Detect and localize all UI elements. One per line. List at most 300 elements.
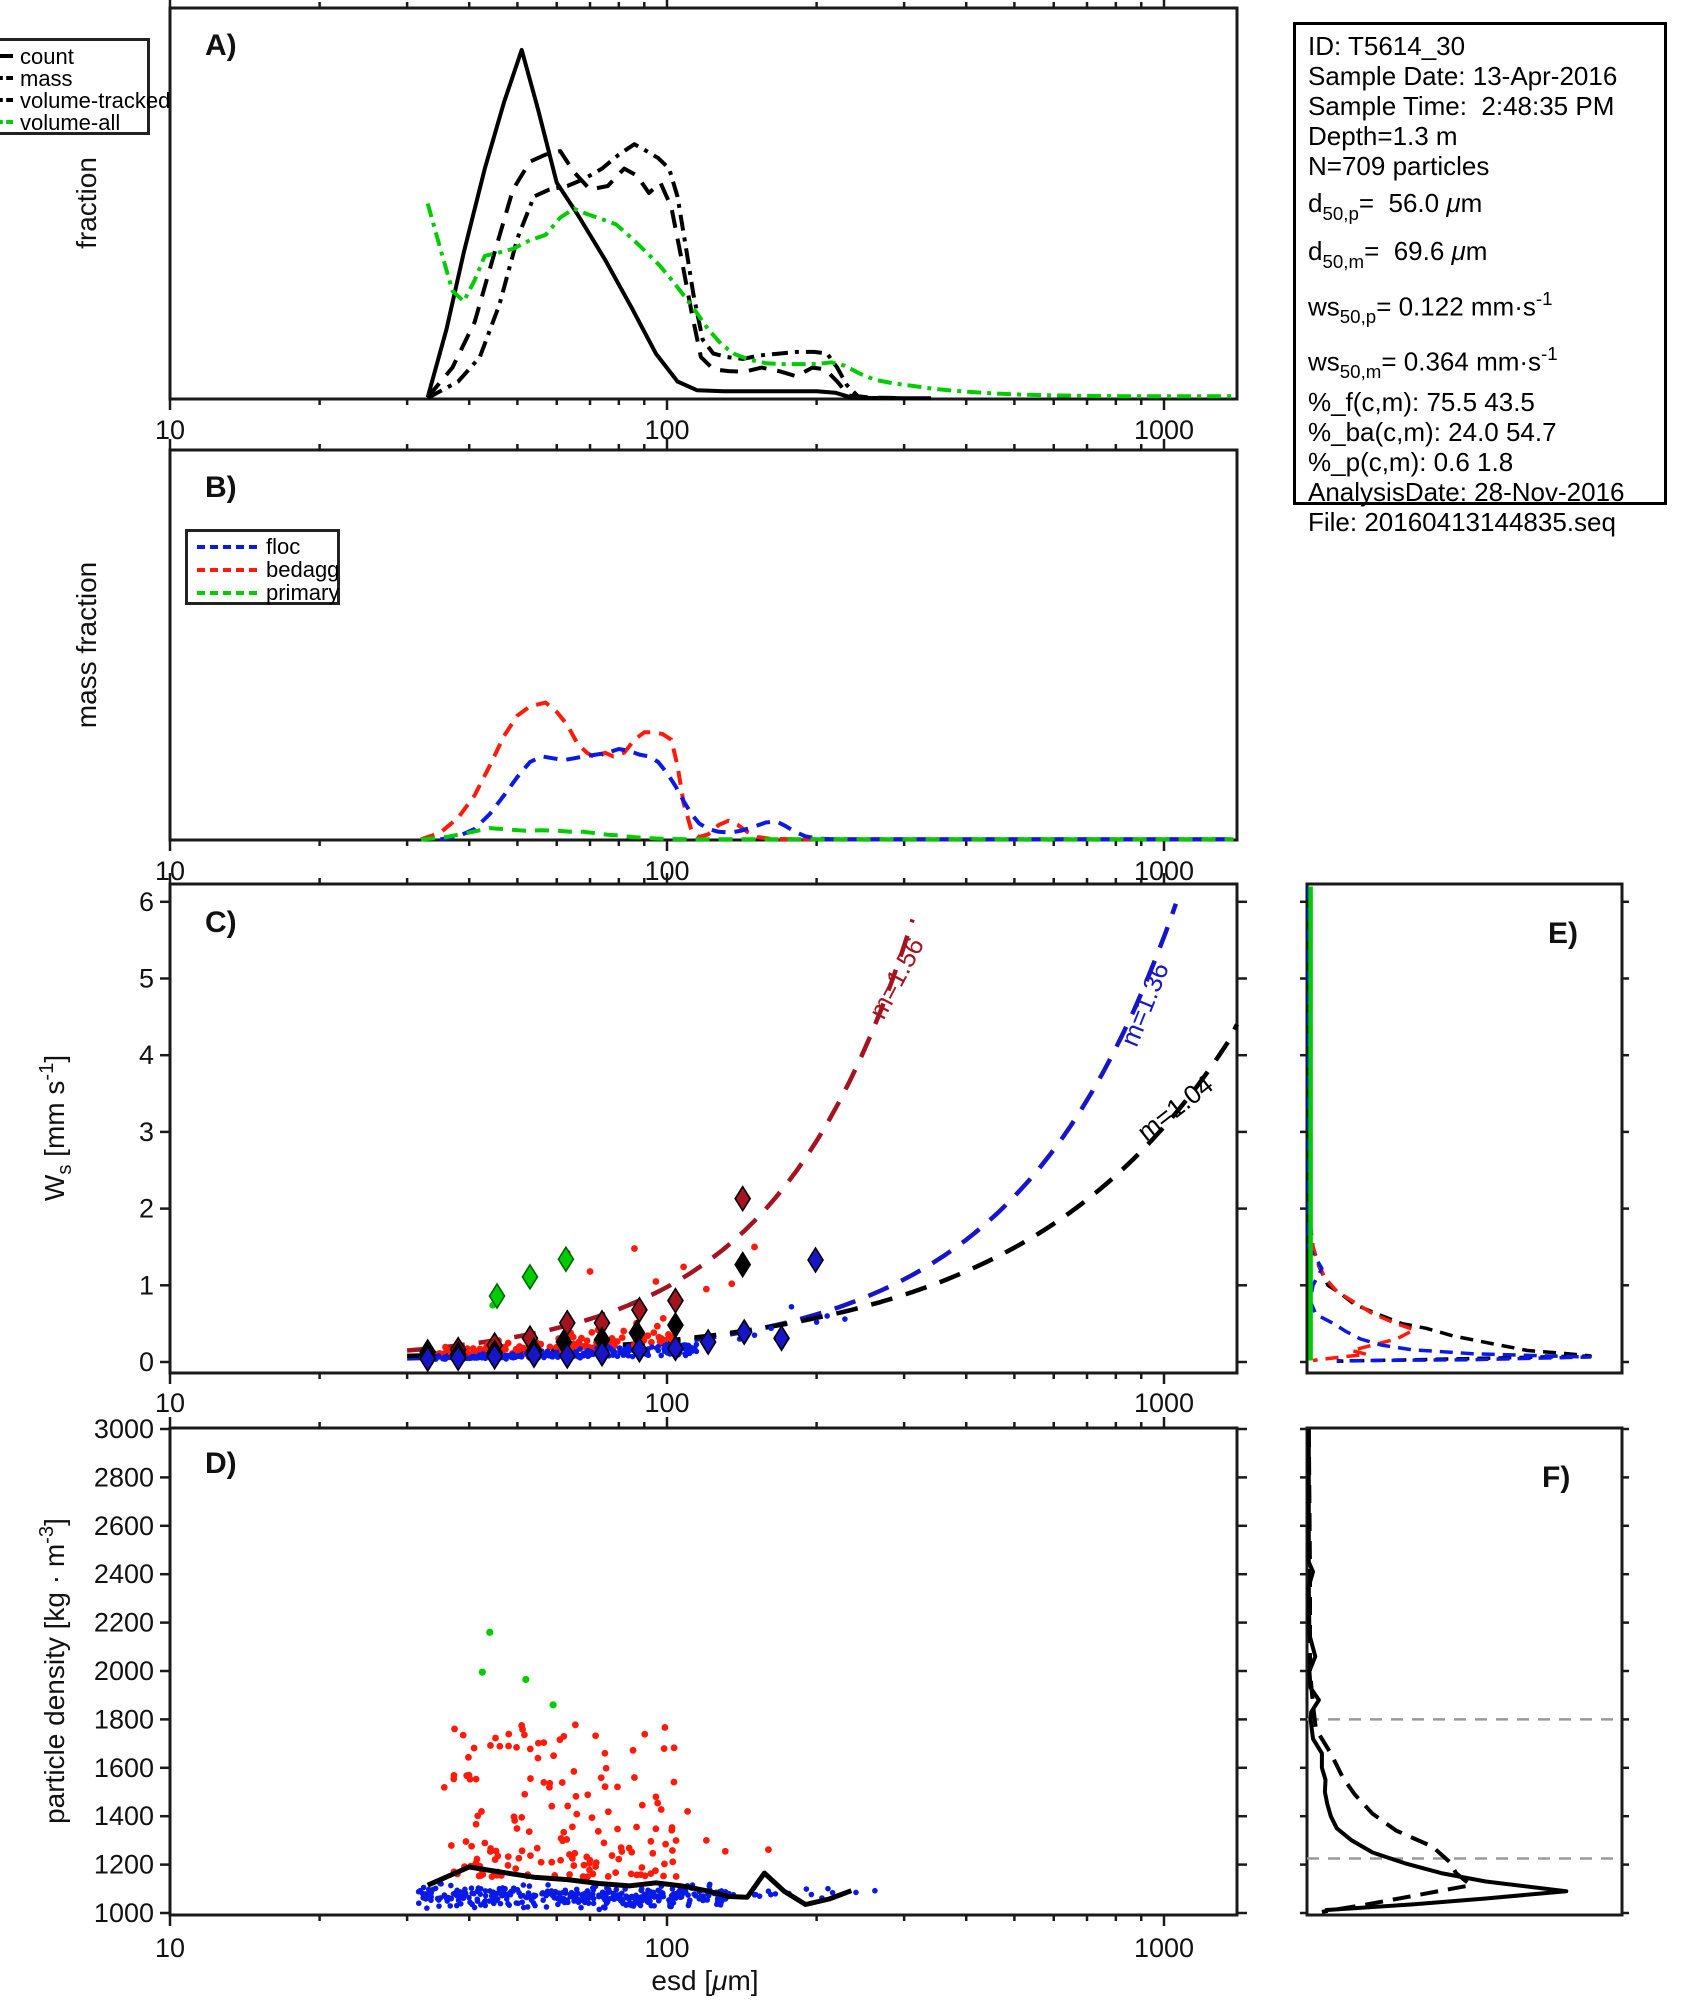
panel-d-scatter-dot xyxy=(466,1895,472,1901)
panel-d-scatter-dot xyxy=(526,1828,533,1835)
panel-c-scatter-dot xyxy=(653,1278,660,1285)
panel-d-scatter-dot xyxy=(598,1774,605,1781)
panel-d-scatter-dot xyxy=(628,1870,635,1877)
x-tick-label: 100 xyxy=(644,1388,690,1418)
panel-d-scatter-dot xyxy=(506,1902,512,1908)
panel-b-letter: B) xyxy=(205,471,237,504)
panel-c-scatter-dot xyxy=(587,1268,594,1275)
panel-d-scatter-dot xyxy=(853,1890,859,1896)
panel-d-scatter-dot xyxy=(486,1629,493,1636)
info-line: File: 20160413144835.seq xyxy=(1308,507,1616,537)
panel-e-curve-bedagg-dist xyxy=(1309,887,1414,1361)
info-line: Sample Time: 2:48:35 PM xyxy=(1308,91,1615,121)
panel-d-scatter-dot xyxy=(645,1887,651,1893)
panel-d-scatter-dot xyxy=(554,1896,560,1902)
panel-d-scatter-dot xyxy=(538,1859,545,1866)
panel-d-scatter-dot xyxy=(660,1873,667,1880)
panel-c-scatter-dot xyxy=(665,1331,672,1338)
panel-d-scatter-dot xyxy=(518,1722,525,1729)
panel-c-scatter-dot xyxy=(768,1325,774,1331)
panel-d-scatter-dot xyxy=(457,1892,463,1898)
legend-item-label: volume-all xyxy=(20,109,121,135)
panel-d-scatter-dot xyxy=(644,1898,650,1904)
panel-d-scatter-dot xyxy=(605,1873,612,1880)
legend-item-floc xyxy=(197,535,337,558)
panel-d-scatter-dot xyxy=(562,1900,568,1906)
panel-d-scatter-dot xyxy=(512,1865,519,1872)
info-line: %_f(c,m): 75.5 43.5 xyxy=(1308,387,1535,417)
legend-line-sample xyxy=(197,591,257,595)
y-tick-label: 1400 xyxy=(93,1801,154,1832)
x-axis-label: esd [μm] xyxy=(651,1965,759,1996)
panel-c-fit-label: m=1.56 xyxy=(862,932,930,1024)
panel-d-scatter-dot xyxy=(658,1806,665,1813)
panel-c-scatter-dot xyxy=(680,1263,687,1270)
panel-d-scatter-dot xyxy=(638,1864,645,1871)
x-tick-label: 100 xyxy=(644,856,690,886)
panel-c-scatter-dot xyxy=(443,1346,450,1353)
panel-d-scatter-dot xyxy=(520,1893,526,1899)
panel-a-curve-volume-tracked xyxy=(428,144,874,398)
legend-item-label: primary xyxy=(266,580,340,605)
panel-d-scatter-dot xyxy=(513,1744,520,1751)
panel-d-scatter-dot xyxy=(544,1904,550,1910)
panel-d-scatter-dot xyxy=(722,1848,729,1855)
panel-d-scatter-dot xyxy=(707,1882,713,1888)
panel-d-scatter-dot xyxy=(612,1869,619,1876)
panel-c-scatter-dot xyxy=(475,1355,481,1361)
panel-d-scatter-dot xyxy=(574,1887,580,1893)
panel-d-scatter-dot xyxy=(447,1903,453,1909)
y-tick-label: 2600 xyxy=(93,1510,154,1541)
panel-c-scatter-dot xyxy=(442,1355,448,1361)
panel-d-scatter-dot xyxy=(511,1885,517,1891)
panel-d-scatter-dot xyxy=(602,1750,609,1757)
panel-d-scatter-dot xyxy=(428,1890,434,1896)
panel-d-scatter-dot xyxy=(641,1731,648,1738)
panel-d-scatter-dot xyxy=(492,1735,499,1742)
panel-d-scatter-dot xyxy=(557,1857,564,1864)
panel-a-ylabel: fraction xyxy=(71,157,102,249)
panel-d-scatter-dot xyxy=(673,1891,679,1897)
panel-d-scatter-dot xyxy=(639,1802,646,1809)
panel-d-scatter-dot xyxy=(527,1852,534,1859)
x-tick-label: 10 xyxy=(154,415,186,445)
y-tick-label: 0 xyxy=(138,1347,154,1377)
panel-d-scatter-dot xyxy=(473,1776,480,1783)
panel-d-scatter-dot xyxy=(546,1784,553,1791)
panel-d-scatter-dot xyxy=(506,1892,512,1898)
panel-c-scatter-dot xyxy=(543,1351,549,1357)
panel-d-scatter-dot xyxy=(491,1899,497,1905)
panel-d-scatter-dot xyxy=(590,1891,596,1897)
panel-d-scatter-dot xyxy=(569,1890,575,1896)
panel-c-scatter-dot xyxy=(814,1319,820,1325)
legend-line-sample xyxy=(197,545,257,549)
info-line: Depth=1.3 m xyxy=(1308,121,1458,151)
panel-d-scatter-dot xyxy=(487,1888,493,1894)
panel-d-scatter-dot xyxy=(549,1892,555,1898)
panel-c-median-diamond xyxy=(735,1253,750,1277)
panel-e-curve-floc-dist xyxy=(1309,887,1591,1361)
y-tick-label: 2000 xyxy=(93,1656,154,1686)
panel-c-scatter-dot xyxy=(553,1351,559,1357)
panel-d-scatter-dot xyxy=(475,1898,481,1904)
y-tick-label: 4 xyxy=(138,1040,154,1071)
legend-item-label: volume-tracked xyxy=(20,87,171,113)
panel-d-scatter-dot xyxy=(454,1888,460,1894)
panel-d-scatter-dot xyxy=(600,1891,606,1897)
panel-d-scatter-dot xyxy=(673,1837,680,1844)
panel-d-scatter-dot xyxy=(489,1873,496,1880)
panel-d-scatter-dot xyxy=(518,1814,525,1821)
x-tick-label: 1000 xyxy=(1133,415,1195,445)
panel-c-scatter-dot xyxy=(609,1348,615,1354)
panel-d-scatter-dot xyxy=(535,1755,542,1762)
panel-d-scatter-dot xyxy=(661,1861,668,1868)
y-tick-label: 2400 xyxy=(93,1559,154,1590)
panel-d-ylabel: particle density $[kg \cdot m^{-3}]$ xyxy=(36,1518,70,1824)
panel-d-scatter-dot xyxy=(601,1839,608,1846)
panel-d-scatter-dot xyxy=(423,1896,429,1902)
panel-d-scatter-dot xyxy=(479,1669,486,1676)
panel-d-scatter-dot xyxy=(615,1856,622,1863)
panel-d-scatter-dot xyxy=(662,1841,669,1848)
panel-d-scatter-dot xyxy=(468,1843,475,1850)
legend-item-label: count xyxy=(20,43,74,69)
panel-d-scatter-dot xyxy=(765,1846,772,1853)
panel-d-scatter-dot xyxy=(566,1871,573,1878)
sample-info-box xyxy=(1293,22,1667,537)
y-tick-label: 2200 xyxy=(93,1607,154,1638)
panel-d-scatter-dot xyxy=(671,1779,678,1786)
panel-d-scatter-dot xyxy=(611,1895,617,1901)
panel-d-scatter-dot xyxy=(473,1821,480,1828)
info-line: N=709 particles xyxy=(1308,151,1490,181)
panel-c-fit-m=1.04 xyxy=(407,1024,1237,1356)
panel-d-scatter-dot xyxy=(570,1768,577,1775)
panel-d-scatter-dot xyxy=(580,1891,586,1897)
y-tick-label: 3 xyxy=(138,1116,154,1147)
panel-d-scatter-dot xyxy=(560,1733,567,1740)
panel-d-scatter-dot xyxy=(603,1765,610,1772)
panel-d-scatter-dot xyxy=(586,1867,593,1874)
panel-d-scatter-dot xyxy=(416,1900,422,1906)
panel-e-frame xyxy=(1307,884,1622,1373)
panel-d-scatter-dot xyxy=(451,1726,458,1733)
panel-c-scatter-dot xyxy=(508,1354,514,1360)
panel-d-scatter-dot xyxy=(573,1898,579,1904)
panel-c-scatter-dot xyxy=(518,1352,524,1358)
panel-d-scatter-dot xyxy=(671,1744,678,1751)
y-tick-label: 5 xyxy=(138,963,154,994)
panel-d-scatter-dot xyxy=(647,1870,654,1877)
panel-d-scatter-dot xyxy=(757,1893,763,1899)
x-tick-label: 1000 xyxy=(1133,1933,1195,1963)
panel-d-scatter-dot xyxy=(589,1814,596,1821)
panel-d-scatter-dot xyxy=(555,1902,561,1908)
panel-d-scatter-dot xyxy=(653,1793,660,1800)
panel-d-scatter-dot xyxy=(522,1676,529,1683)
panel-d-scatter-dot xyxy=(421,1885,427,1891)
panel-d-scatter-dot xyxy=(804,1886,810,1892)
info-line: ID: T5614_30 xyxy=(1308,31,1466,61)
legend-item-label: floc xyxy=(266,534,301,559)
panel-d-scatter-dot xyxy=(505,1731,512,1738)
panel-d-scatter-dot xyxy=(458,1901,464,1907)
panel-d-scatter-dot xyxy=(482,1898,488,1904)
panel-c-scatter-dot xyxy=(789,1304,795,1310)
legend-item-volume-tracked xyxy=(0,87,171,113)
x-tick-label: 100 xyxy=(644,1933,690,1963)
panel-d-scatter-dot xyxy=(586,1857,593,1864)
panel-d-scatter-dot xyxy=(448,1883,454,1889)
panel-d-scatter-dot xyxy=(534,1845,541,1852)
panel-a-letter: A) xyxy=(205,29,237,62)
panel-c-scatter-dot xyxy=(650,1329,657,1336)
panel-d-scatter-dot xyxy=(558,1835,565,1842)
panel-c-scatter-dot xyxy=(658,1353,664,1359)
panel-d-scatter-dot xyxy=(669,1847,676,1854)
panel-d-scatter-dot xyxy=(424,1905,430,1911)
panel-d-scatter-dot xyxy=(573,1793,580,1800)
y-tick-label: 1 xyxy=(138,1270,154,1301)
panel-c-scatter-dot xyxy=(692,1345,698,1351)
panel-c-scatter-dot xyxy=(654,1323,661,1330)
panel-c-scatter-dot xyxy=(703,1286,710,1293)
panel-c-fit-m=1.56 xyxy=(407,920,912,1351)
panel-c-scatter-dot xyxy=(626,1348,632,1354)
panel-c-median-diamond xyxy=(522,1265,537,1289)
legend-item-label: mass xyxy=(20,65,73,91)
panel-d-scatter-dot xyxy=(487,1742,494,1749)
panel-c-median-diamond xyxy=(558,1247,573,1271)
panel-c-scatter-dot xyxy=(660,1315,667,1322)
panel-d-scatter-dot xyxy=(716,1898,722,1904)
panel-d-scatter-dot xyxy=(469,1885,475,1891)
panel-d-scatter-dot xyxy=(505,1862,512,1869)
panel-c-scatter-dot xyxy=(578,1335,585,1342)
panel-d-scatter-dot xyxy=(872,1888,878,1894)
panel-b-curve-floc xyxy=(440,749,1233,839)
x-tick-label: 10 xyxy=(154,1933,186,1963)
panel-d-scatter-dot xyxy=(548,1803,555,1810)
panel-d-scatter-dot xyxy=(529,1897,535,1903)
panel-c-scatter-dot xyxy=(505,1340,512,1347)
panel-d-scatter-dot xyxy=(564,1803,571,1810)
panel-d-scatter-dot xyxy=(604,1900,610,1906)
panel-d-scatter-dot xyxy=(585,1888,591,1894)
y-tick-label: 6 xyxy=(138,886,154,917)
panel-d-scatter-dot xyxy=(466,1772,473,1779)
panel-c-scatter-dot xyxy=(824,1313,830,1319)
panel-d-scatter-dot xyxy=(521,1791,528,1798)
panel-d-scatter-dot xyxy=(544,1892,550,1898)
panel-d-scatter-dot xyxy=(545,1882,551,1888)
panel-d-scatter-dot xyxy=(624,1895,630,1901)
panel-d-scatter-dot xyxy=(809,1892,815,1898)
panel-d-scatter-dot xyxy=(550,1752,557,1759)
panel-c-median-diamond xyxy=(735,1187,750,1211)
y-tick-label: 3000 xyxy=(93,1414,154,1444)
panel-d-scatter-dot xyxy=(654,1800,661,1807)
panel-d-scatter-dot xyxy=(463,1838,470,1845)
panel-d-scatter-dot xyxy=(655,1893,661,1899)
panel-d-scatter-dot xyxy=(683,1889,689,1895)
panel-d-scatter-dot xyxy=(661,1745,668,1752)
panel-d-scatter-dot xyxy=(497,1890,503,1896)
panel-d-scatter-dot xyxy=(825,1886,831,1892)
info-line: Sample Date: 13-Apr-2016 xyxy=(1308,61,1618,91)
panel-c-ylabel: $W_s$ [mm $s^{-1}$] xyxy=(36,1054,76,1202)
panel-d-scatter-dot xyxy=(627,1902,633,1908)
panel-d-scatter-dot xyxy=(636,1901,642,1907)
panel-d-scatter-dot xyxy=(584,1791,591,1798)
legend-line-sample xyxy=(0,120,13,124)
panel-d-scatter-dot xyxy=(596,1907,602,1913)
panel-d-scatter-dot xyxy=(662,1724,669,1731)
panel-d-scatter-dot xyxy=(669,1824,676,1831)
x-tick-label: 1000 xyxy=(1133,856,1195,886)
panel-d-scatter-dot xyxy=(626,1845,633,1852)
panel-d-scatter-dot xyxy=(460,1732,467,1739)
panel-d-scatter-dot xyxy=(649,1850,656,1857)
panel-d-scatter-dot xyxy=(556,1890,562,1896)
y-tick-label: 1800 xyxy=(93,1704,154,1735)
panel-d-scatter-dot xyxy=(471,1745,478,1752)
x-tick-label: 10 xyxy=(154,1388,186,1418)
panel-d-scatter-dot xyxy=(595,1828,602,1835)
panel-d-scatter-dot xyxy=(562,1887,568,1893)
legend-line-sample xyxy=(0,54,13,58)
panel-d-scatter-dot xyxy=(637,1871,644,1878)
panel-d-scatter-dot xyxy=(550,1701,557,1708)
panel-d-scatter-dot xyxy=(686,1903,692,1909)
panel-d-scatter-dot xyxy=(498,1901,504,1907)
panel-d-scatter-dot xyxy=(519,1847,526,1854)
panel-c-median-diamond xyxy=(808,1248,823,1272)
panel-d-scatter-dot xyxy=(602,1783,609,1790)
legend-item-bedagg xyxy=(197,557,340,582)
x-tick-label: 1000 xyxy=(1133,1388,1195,1418)
panel-d-scatter-dot xyxy=(515,1900,521,1906)
panel-d-scatter-dot xyxy=(618,1848,625,1855)
panel-d-scatter-dot xyxy=(494,1853,501,1860)
panel-d-scatter-dot xyxy=(521,1882,527,1888)
legend-line-sample xyxy=(197,568,257,572)
legend-panel-b xyxy=(185,529,340,605)
info-line: %_p(c,m): 0.6 1.8 xyxy=(1308,447,1514,477)
panel-d-scatter-dot xyxy=(505,1743,512,1750)
panel-c-scatter-dot xyxy=(620,1328,627,1335)
panel-d-scatter-dot xyxy=(573,1811,580,1818)
legend-item-volume-all xyxy=(0,111,147,133)
panel-d-scatter-dot xyxy=(633,1824,640,1831)
panel-c-scatter-dot xyxy=(842,1316,848,1322)
panel-d-scatter-dot xyxy=(609,1852,616,1859)
panel-d-scatter-dot xyxy=(511,1817,518,1824)
panel-d-scatter-dot xyxy=(586,1900,592,1906)
panel-c-scatter-dot xyxy=(654,1345,660,1351)
legend-item-mass xyxy=(0,67,147,89)
panel-d-scatter-dot xyxy=(684,1808,691,1815)
info-line: $d_{50,m}= 69.6$ μm xyxy=(1308,235,1488,272)
info-line: %_ba(c,m): 24.0 54.7 xyxy=(1308,417,1557,447)
x-tick-label: 100 xyxy=(644,415,690,445)
panel-b-frame xyxy=(170,450,1237,840)
panel-d-scatter-dot xyxy=(669,1858,676,1865)
panel-d-scatter-dot xyxy=(535,1740,542,1747)
panel-d-scatter-dot xyxy=(673,1873,680,1880)
panel-d-scatter-dot xyxy=(505,1853,512,1860)
panel-d-scatter-dot xyxy=(527,1775,534,1782)
y-tick-label: 1600 xyxy=(93,1752,154,1783)
legend-item-count xyxy=(0,45,147,67)
panel-c-scatter-dot xyxy=(516,1343,523,1350)
panel-d-scatter-dot xyxy=(696,1896,702,1902)
panel-c-scatter-dot xyxy=(588,1329,595,1336)
panel-d-scatter-dot xyxy=(514,1825,521,1832)
legend-panel-a xyxy=(0,38,171,135)
panel-d-scatter-dot xyxy=(605,1808,612,1815)
panel-e-curve-all-dist xyxy=(1309,887,1591,1362)
panel-c-median-diamond xyxy=(668,1289,683,1313)
legend-item-primary xyxy=(197,580,340,605)
panel-c-fit-label: m=1.36 xyxy=(1114,958,1175,1051)
panel-d-scatter-dot xyxy=(502,1886,508,1892)
panel-d-scatter-dot xyxy=(436,1903,442,1909)
panel-c-scatter-dot xyxy=(631,1245,638,1252)
panel-d-scatter-dot xyxy=(671,1900,677,1906)
x-tick-label: 10 xyxy=(154,856,186,886)
panel-c-fit-label: m=1.04 xyxy=(1131,1069,1219,1147)
panel-c-scatter-dot xyxy=(468,1355,474,1361)
panel-d-scatter-dot xyxy=(521,1731,528,1738)
legend-line-sample xyxy=(0,98,13,102)
panel-f-curve-density-dist-count xyxy=(1309,1429,1567,1910)
panel-d-scatter-dot xyxy=(766,1888,772,1894)
panel-d-scatter-dot xyxy=(703,1837,710,1844)
panel-f-curve-density-dist-mass xyxy=(1309,1429,1471,1912)
info-line: $ws_{50,p}= 0.122$ $mm\cdot s^{-1}$ xyxy=(1308,287,1553,327)
panel-c-letter: C) xyxy=(205,906,237,939)
y-tick-label: 1000 xyxy=(93,1898,154,1928)
panel-c-scatter-dot xyxy=(751,1244,758,1251)
panel-d-scatter-dot xyxy=(570,1862,577,1869)
panel-d-scatter-dot xyxy=(481,1840,488,1847)
panel-c-median-diamond xyxy=(774,1326,789,1350)
panel-d-scatter-dot xyxy=(592,1863,599,1870)
panel-d-scatter-dot xyxy=(630,1747,637,1754)
panel-d-scatter-dot xyxy=(438,1895,444,1901)
panel-c-fit-m=1.36 xyxy=(407,904,1176,1359)
panel-d-scatter-dot xyxy=(578,1905,584,1911)
panel-c-frame xyxy=(170,884,1237,1373)
panel-c-scatter-dot xyxy=(649,1344,655,1350)
legend-item-label: bedagg xyxy=(266,557,340,582)
panel-c-scatter-dot xyxy=(728,1280,735,1287)
panel-d-scatter-dot xyxy=(687,1897,693,1903)
panel-d-scatter-dot xyxy=(633,1893,639,1899)
panel-d-scatter-dot xyxy=(532,1903,538,1909)
panel-d-scatter-dot xyxy=(540,1779,547,1786)
panel-d-scatter-dot xyxy=(474,1888,480,1894)
panel-d-scatter-dot xyxy=(483,1893,489,1899)
panel-c-scatter-dot xyxy=(588,1349,594,1355)
panel-d-scatter-dot xyxy=(773,1891,779,1897)
panel-a-curve-volume-all xyxy=(428,204,1234,397)
panel-d-scatter-dot xyxy=(566,1851,573,1858)
